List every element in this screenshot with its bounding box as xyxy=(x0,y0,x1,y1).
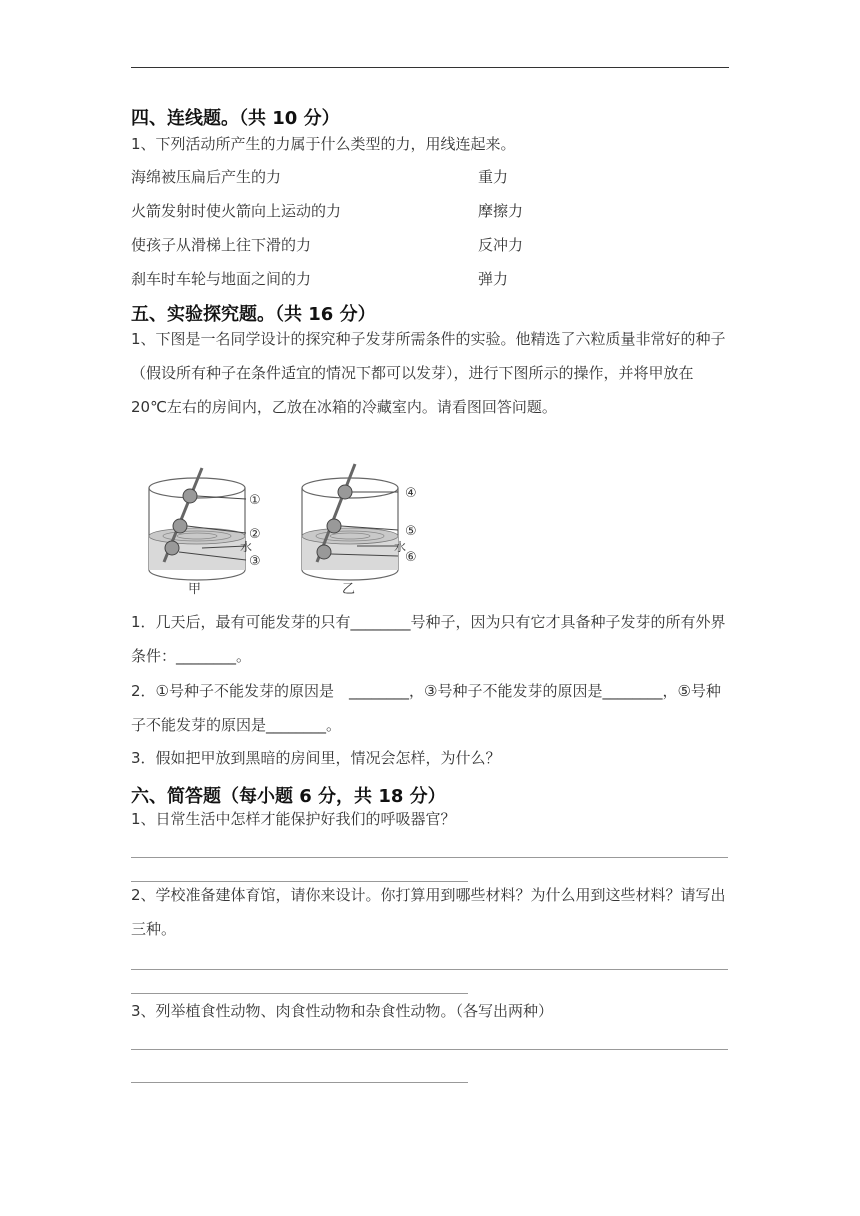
seed-label-5: ⑤ xyxy=(405,524,417,539)
beaker-jia xyxy=(149,468,246,580)
match-right-item: 反冲力 xyxy=(478,236,524,254)
section6-q1: 1、日常生活中怎样才能保护好我们的呼吸器官？ xyxy=(131,810,456,828)
section6-title: 六、简答题（每小题 6 分，共 18 分） xyxy=(131,786,446,807)
seed-label-2: ② xyxy=(249,527,261,542)
match-left-item: 使孩子从滑梯上往下滑的力 xyxy=(131,236,312,254)
seed-label-6: ⑥ xyxy=(405,550,417,565)
germination-experiment-figure xyxy=(142,462,442,598)
seed-label-1: ① xyxy=(249,493,261,508)
seed-label-4: ④ xyxy=(405,486,417,501)
seed-label-3: ③ xyxy=(249,554,261,569)
section5-q1: 1．几天后，最有可能发芽的只有________号种子，因为只有它才具备种子发芽的所有外界条件：________。 xyxy=(131,613,726,665)
match-left-item: 火箭发射时使火箭向上运动的力 xyxy=(131,202,342,220)
section5-q2: 2．①号种子不能发芽的原因是 ________，③号种子不能发芽的原因是________，⑤号种子不能发芽的原因是________。 xyxy=(131,682,721,734)
answer-line xyxy=(131,969,728,970)
match-left-item: 刹车时车轮与地面之间的力 xyxy=(131,270,312,288)
header-rule xyxy=(131,67,729,68)
section5-intro: 1、下图是一名同学设计的探究种子发芽所需条件的实验。他精选了六粒质量非常好的种子（假设所有种子在条件适宜的情况下都可以发芽），进行下图所示的操作，并将甲放在 20℃左右的房间内，乙放在冰箱的冷藏室内。请看图回答问题。 xyxy=(131,330,726,416)
answer-line xyxy=(131,1049,728,1050)
answer-line xyxy=(131,857,728,858)
section6-q2: 2、学校准备建体育馆，请你来设计。你打算用到哪些材料？为什么用到这些材料？请写出三种。 xyxy=(131,886,726,938)
section6-q3: 3、列举植食性动物、肉食性动物和杂食性动物。（各写出两种） xyxy=(131,1002,554,1020)
caption-yi: 乙 xyxy=(342,582,356,597)
match-left-item: 海绵被压扁后产生的力 xyxy=(131,168,282,186)
water-label: 水 xyxy=(394,540,407,554)
section4-title: 四、连线题。（共 10 分） xyxy=(131,108,340,129)
section5-title: 五、实验探究题。（共 16 分） xyxy=(131,304,376,325)
answer-line xyxy=(131,1082,468,1083)
section5-q3: 3．假如把甲放到黑暗的房间里，情况会怎样，为什么？ xyxy=(131,749,501,767)
beaker-yi xyxy=(302,464,398,580)
section4-question: 1、下列活动所产生的力属于什么类型的力，用线连起来。 xyxy=(131,135,516,153)
match-right-item: 重力 xyxy=(478,168,509,186)
water-label: 水 xyxy=(240,540,253,554)
answer-line xyxy=(131,993,468,994)
match-right-item: 摩擦力 xyxy=(478,202,524,220)
caption-jia: 甲 xyxy=(188,582,202,597)
match-right-item: 弹力 xyxy=(478,270,509,288)
